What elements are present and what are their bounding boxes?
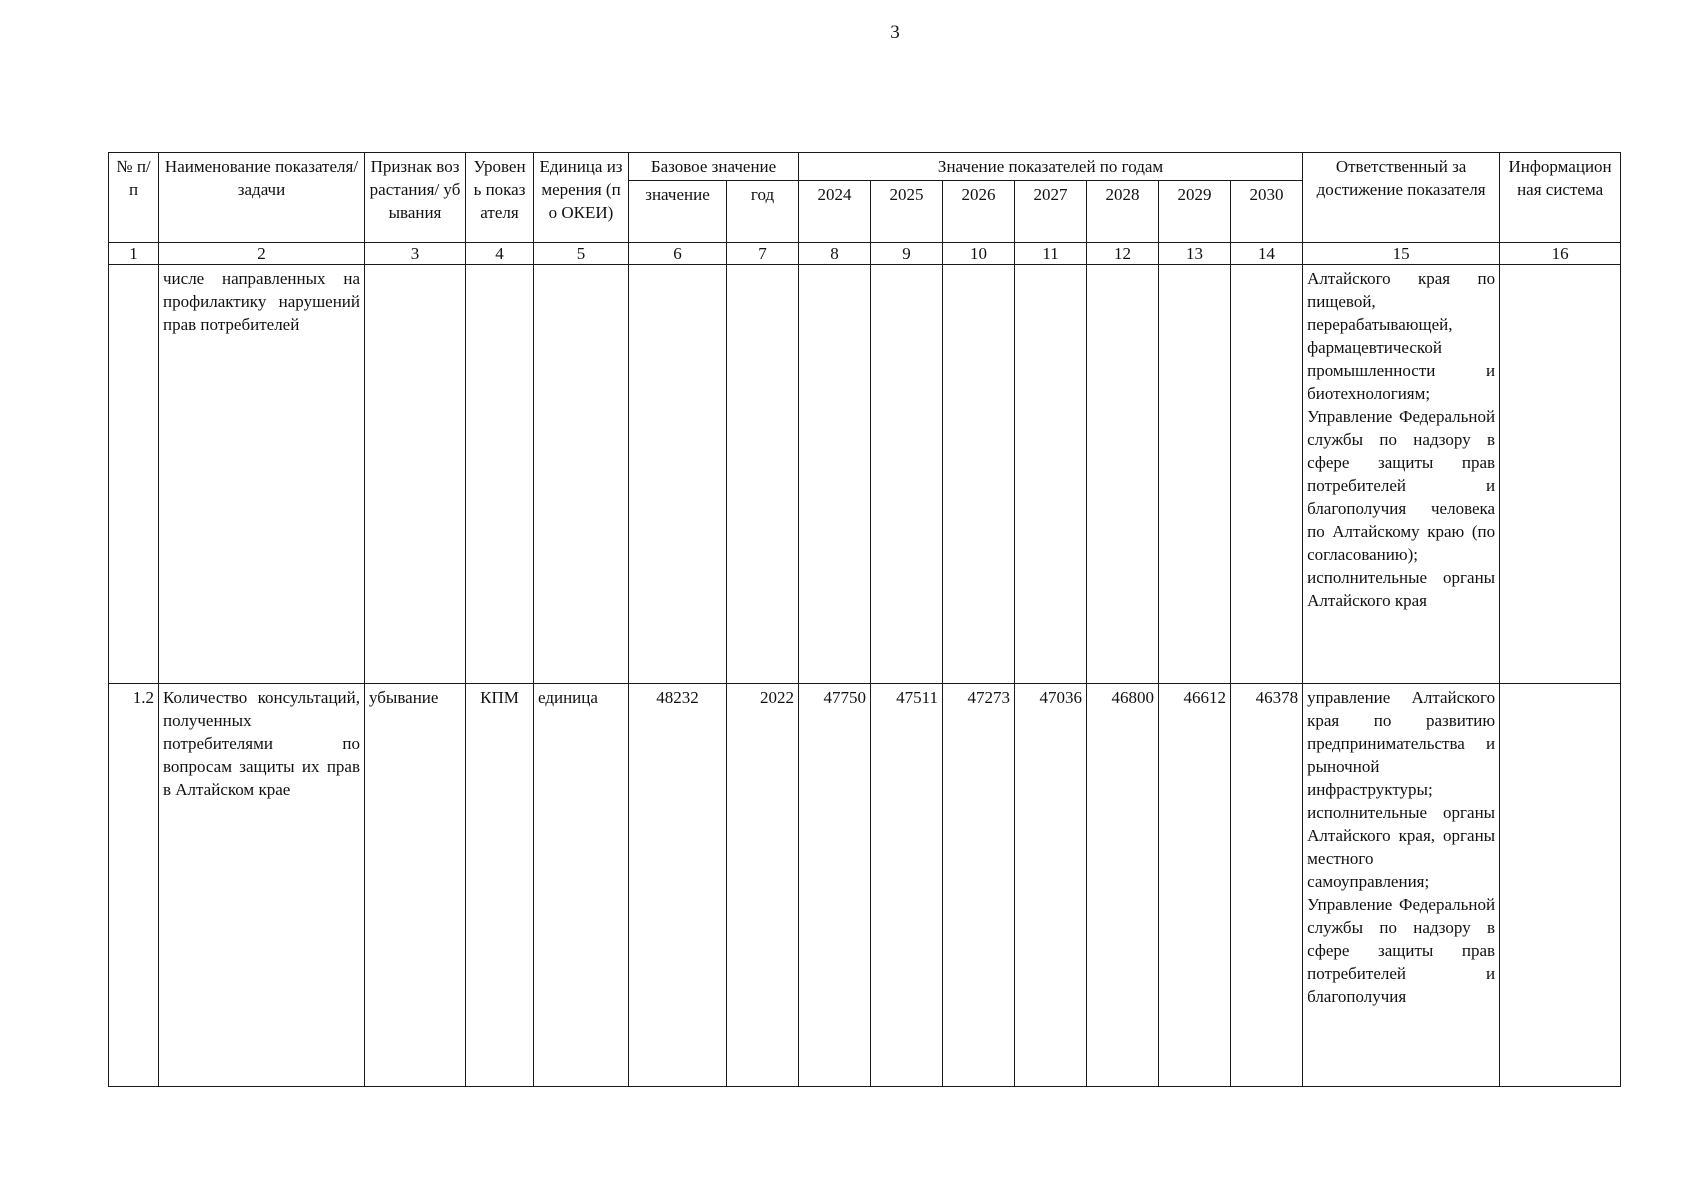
row-value-2026: 47273 <box>943 684 1015 1087</box>
column-number-row <box>109 243 1621 265</box>
row-sign <box>365 265 466 684</box>
row-info-system <box>1500 265 1621 684</box>
row-sign: убывание <box>365 684 466 1087</box>
header-year: 2028 <box>1087 181 1159 243</box>
table-row <box>109 684 1621 1087</box>
column-number: 5 <box>534 243 629 265</box>
row-base-year: 2022 <box>727 684 799 1087</box>
row-value-2026 <box>943 265 1015 684</box>
row-unit: единица <box>534 684 629 1087</box>
header-year: 2029 <box>1159 181 1231 243</box>
column-number: 7 <box>727 243 799 265</box>
header-year: 2027 <box>1015 181 1087 243</box>
row-value-2024: 47750 <box>799 684 871 1087</box>
row-level <box>466 265 534 684</box>
column-number: 11 <box>1015 243 1087 265</box>
column-number: 2 <box>159 243 365 265</box>
row-num <box>109 265 159 684</box>
header-year: 2030 <box>1231 181 1303 243</box>
row-name: числе направленных на профилактику нарушений прав потребителей <box>159 265 365 684</box>
row-value-2028 <box>1087 265 1159 684</box>
row-level: КПМ <box>466 684 534 1087</box>
column-number: 3 <box>365 243 466 265</box>
column-number: 4 <box>466 243 534 265</box>
page-number: 3 <box>890 22 900 43</box>
header-num: № п/п <box>109 153 159 243</box>
row-value-2029 <box>1159 265 1231 684</box>
row-info-system <box>1500 684 1621 1087</box>
row-responsible: Алтайского края по пищевой, перерабатывающей, фармацевтической промышленности и биотехнологиям; Управление Федеральной службы по надзору в сфере защиты прав потребителей и благополучия человека по Алтайскому краю (по согласованию); исполнительные органы Алтайского края <box>1303 265 1500 684</box>
row-responsible: управление Алтайского края по развитию предпринимательства и рыночной инфраструктуры; исполнительные органы Алтайского края, органы местного самоуправления; Управление Федеральной службы по надзору в сфере защиты прав потребителей и благополучия <box>1303 684 1500 1087</box>
column-number: 15 <box>1303 243 1500 265</box>
column-number: 12 <box>1087 243 1159 265</box>
row-value-2030: 46378 <box>1231 684 1303 1087</box>
header-year: 2024 <box>799 181 871 243</box>
header-unit: Единица измерения (по ОКЕИ) <box>534 153 629 243</box>
row-value-2028: 46800 <box>1087 684 1159 1087</box>
header-level: Уровень показателя <box>466 153 534 243</box>
header-year: 2025 <box>871 181 943 243</box>
row-unit <box>534 265 629 684</box>
row-base-value <box>629 265 727 684</box>
row-value-2027: 47036 <box>1015 684 1087 1087</box>
column-number: 6 <box>629 243 727 265</box>
header-name: Наименование показателя/задачи <box>159 153 365 243</box>
column-number: 9 <box>871 243 943 265</box>
header-years-group: Значение показателей по годам <box>799 153 1303 181</box>
row-value-2025: 47511 <box>871 684 943 1087</box>
column-number: 10 <box>943 243 1015 265</box>
row-num: 1.2 <box>109 684 159 1087</box>
row-base-value: 48232 <box>629 684 727 1087</box>
column-number: 13 <box>1159 243 1231 265</box>
row-name: Количество консультаций, полученных потребителями по вопросам защиты их прав в Алтайском крае <box>159 684 365 1087</box>
header-sign: Признак возрастания/ убывания <box>365 153 466 243</box>
header-info-system: Информационная система <box>1500 153 1621 243</box>
header-year: 2026 <box>943 181 1015 243</box>
column-number: 8 <box>799 243 871 265</box>
row-base-year <box>727 265 799 684</box>
row-value-2030 <box>1231 265 1303 684</box>
table-row <box>109 265 1621 684</box>
column-number: 1 <box>109 243 159 265</box>
row-value-2025 <box>871 265 943 684</box>
column-number: 14 <box>1231 243 1303 265</box>
row-value-2029: 46612 <box>1159 684 1231 1087</box>
header-row-top <box>109 153 1621 181</box>
header-base-year: год <box>727 181 799 243</box>
row-value-2027 <box>1015 265 1087 684</box>
header-base-group: Базовое значение <box>629 153 799 181</box>
header-base-value: значение <box>629 181 727 243</box>
indicators-table <box>108 152 1621 1087</box>
column-number: 16 <box>1500 243 1621 265</box>
header-responsible: Ответственный за достижение показателя <box>1303 153 1500 243</box>
row-value-2024 <box>799 265 871 684</box>
